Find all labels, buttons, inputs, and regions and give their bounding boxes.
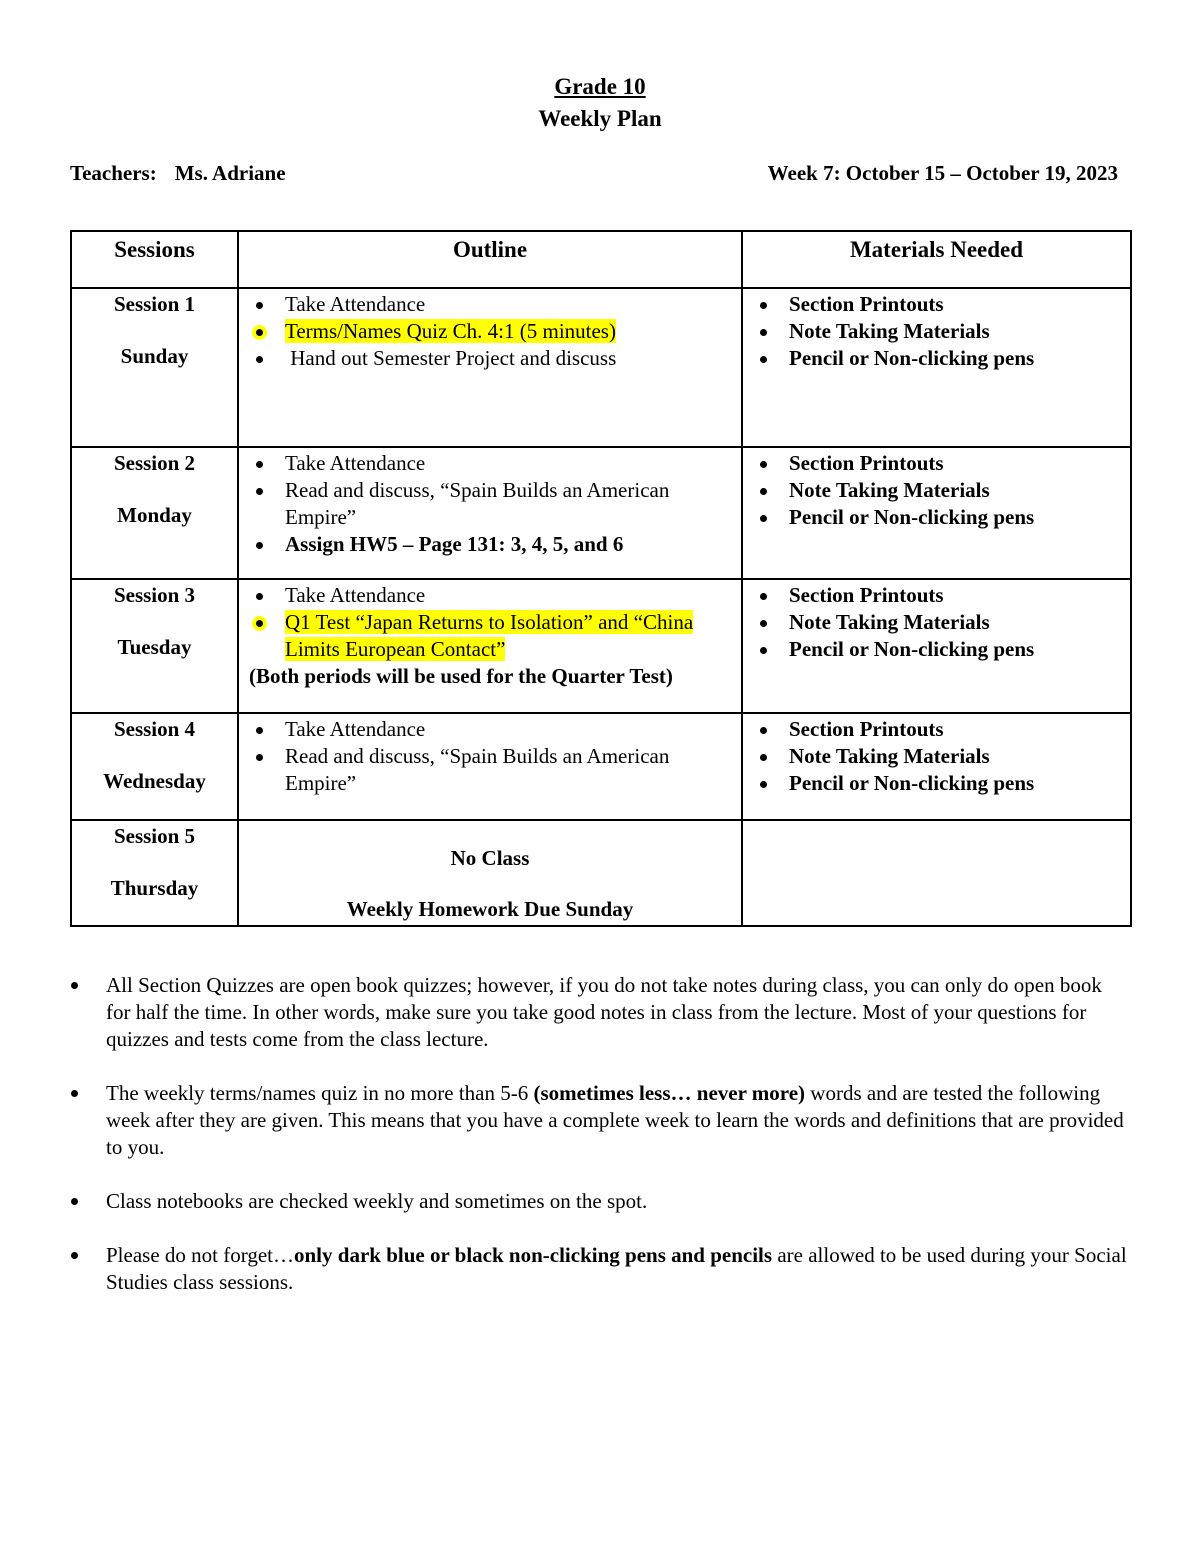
list-item: Take Attendance xyxy=(249,450,741,477)
list-item: Hand out Semester Project and discuss xyxy=(249,345,741,372)
materials-cell xyxy=(742,820,1131,926)
list-item: Pencil or Non-clicking pens xyxy=(753,504,1130,531)
teachers-line xyxy=(70,161,286,186)
list-item: Pencil or Non-clicking pens xyxy=(753,770,1130,797)
list-item: Assign HW5 – Page 131: 3, 4, 5, and 6 xyxy=(249,531,741,558)
no-class-notice xyxy=(239,821,741,923)
outline-note: (Both periods will be used for the Quarter Test) xyxy=(249,664,673,688)
list-item: Note Taking Materials xyxy=(753,743,1130,770)
session-cell xyxy=(71,820,238,926)
materials-cell xyxy=(742,447,1131,579)
materials-cell xyxy=(742,579,1131,713)
session-number: Session 5 xyxy=(113,824,196,848)
page-subtitle: Weekly Plan xyxy=(538,106,662,131)
header-sessions: Sessions xyxy=(71,231,238,288)
table-row xyxy=(71,579,1131,713)
table-header-row xyxy=(71,231,1131,288)
list-item: Take Attendance xyxy=(249,716,741,743)
list-item: Section Printouts xyxy=(753,716,1130,743)
table-row xyxy=(71,288,1131,447)
page-title: Grade 10 xyxy=(554,74,646,99)
session-cell xyxy=(71,288,238,447)
list-item: Pencil or Non-clicking pens xyxy=(753,345,1130,372)
table-row xyxy=(71,713,1131,820)
teachers-label: Teachers: xyxy=(70,161,157,185)
notes-section xyxy=(70,972,1130,1323)
list-item: Note Taking Materials xyxy=(753,477,1130,504)
session-number: Session 2 xyxy=(113,451,196,475)
session-number: Session 4 xyxy=(113,717,196,741)
outline-cell xyxy=(238,713,742,820)
outline-cell xyxy=(238,579,742,713)
list-item: Read and discuss, “Spain Builds an American Empire” xyxy=(249,743,741,797)
list-item: Section Printouts xyxy=(753,291,1130,318)
session-day: Monday xyxy=(117,503,192,527)
list-item-highlighted: Terms/Names Quiz Ch. 4:1 (5 minutes) xyxy=(249,318,741,345)
session-cell xyxy=(71,579,238,713)
list-item-highlighted: Q1 Test “Japan Returns to Isolation” and “China Limits European Contact” xyxy=(249,609,741,663)
note-item: Please do not forget…only dark blue or black non-clicking pens and pencils are allowed to be used during your Social Studies class sessions. xyxy=(70,1242,1130,1296)
list-item: Section Printouts xyxy=(753,450,1130,477)
note-item: All Section Quizzes are open book quizzes; however, if you do not take notes during class, you can only do open book for half the time. In other words, make sure you take good notes in class from the lecture. Most of your questions for quizzes and tests come from the class lecture. xyxy=(70,972,1130,1053)
list-item: Take Attendance xyxy=(249,291,741,318)
list-item: Note Taking Materials xyxy=(753,318,1130,345)
note-item: The weekly terms/names quiz in no more than 5-6 (sometimes less… never more) words and are tested the following week after they are given. This means that you have a complete week to learn the words and definitions that are provided to you. xyxy=(70,1080,1130,1161)
session-number: Session 3 xyxy=(113,583,196,607)
session-day: Tuesday xyxy=(117,635,192,659)
table-row xyxy=(71,820,1131,926)
session-number: Session 1 xyxy=(113,292,196,316)
session-cell xyxy=(71,447,238,579)
list-item: Take Attendance xyxy=(249,582,741,609)
week-dates: Week 7: October 15 – October 19, 2023 xyxy=(767,161,1118,185)
header-materials: Materials Needed xyxy=(742,231,1131,288)
note-item: Class notebooks are checked weekly and sometimes on the spot. xyxy=(70,1188,1130,1215)
outline-cell xyxy=(238,820,742,926)
session-cell xyxy=(71,713,238,820)
session-day: Thursday xyxy=(110,876,199,900)
table-row xyxy=(71,447,1131,579)
list-item: Note Taking Materials xyxy=(753,609,1130,636)
outline-cell xyxy=(238,447,742,579)
list-item: Read and discuss, “Spain Builds an American Empire” xyxy=(249,477,741,531)
teacher-name: Ms. Adriane xyxy=(174,161,286,185)
homework-due-label: Weekly Homework Due Sunday xyxy=(346,897,634,921)
materials-cell xyxy=(742,288,1131,447)
list-item: Section Printouts xyxy=(753,582,1130,609)
materials-cell xyxy=(742,713,1131,820)
session-day: Sunday xyxy=(120,344,189,368)
session-day: Wednesday xyxy=(103,769,206,793)
weekly-plan-table xyxy=(70,230,1132,927)
list-item: Pencil or Non-clicking pens xyxy=(753,636,1130,663)
outline-cell xyxy=(238,288,742,447)
no-class-label: No Class xyxy=(450,846,530,870)
header-outline: Outline xyxy=(238,231,742,288)
